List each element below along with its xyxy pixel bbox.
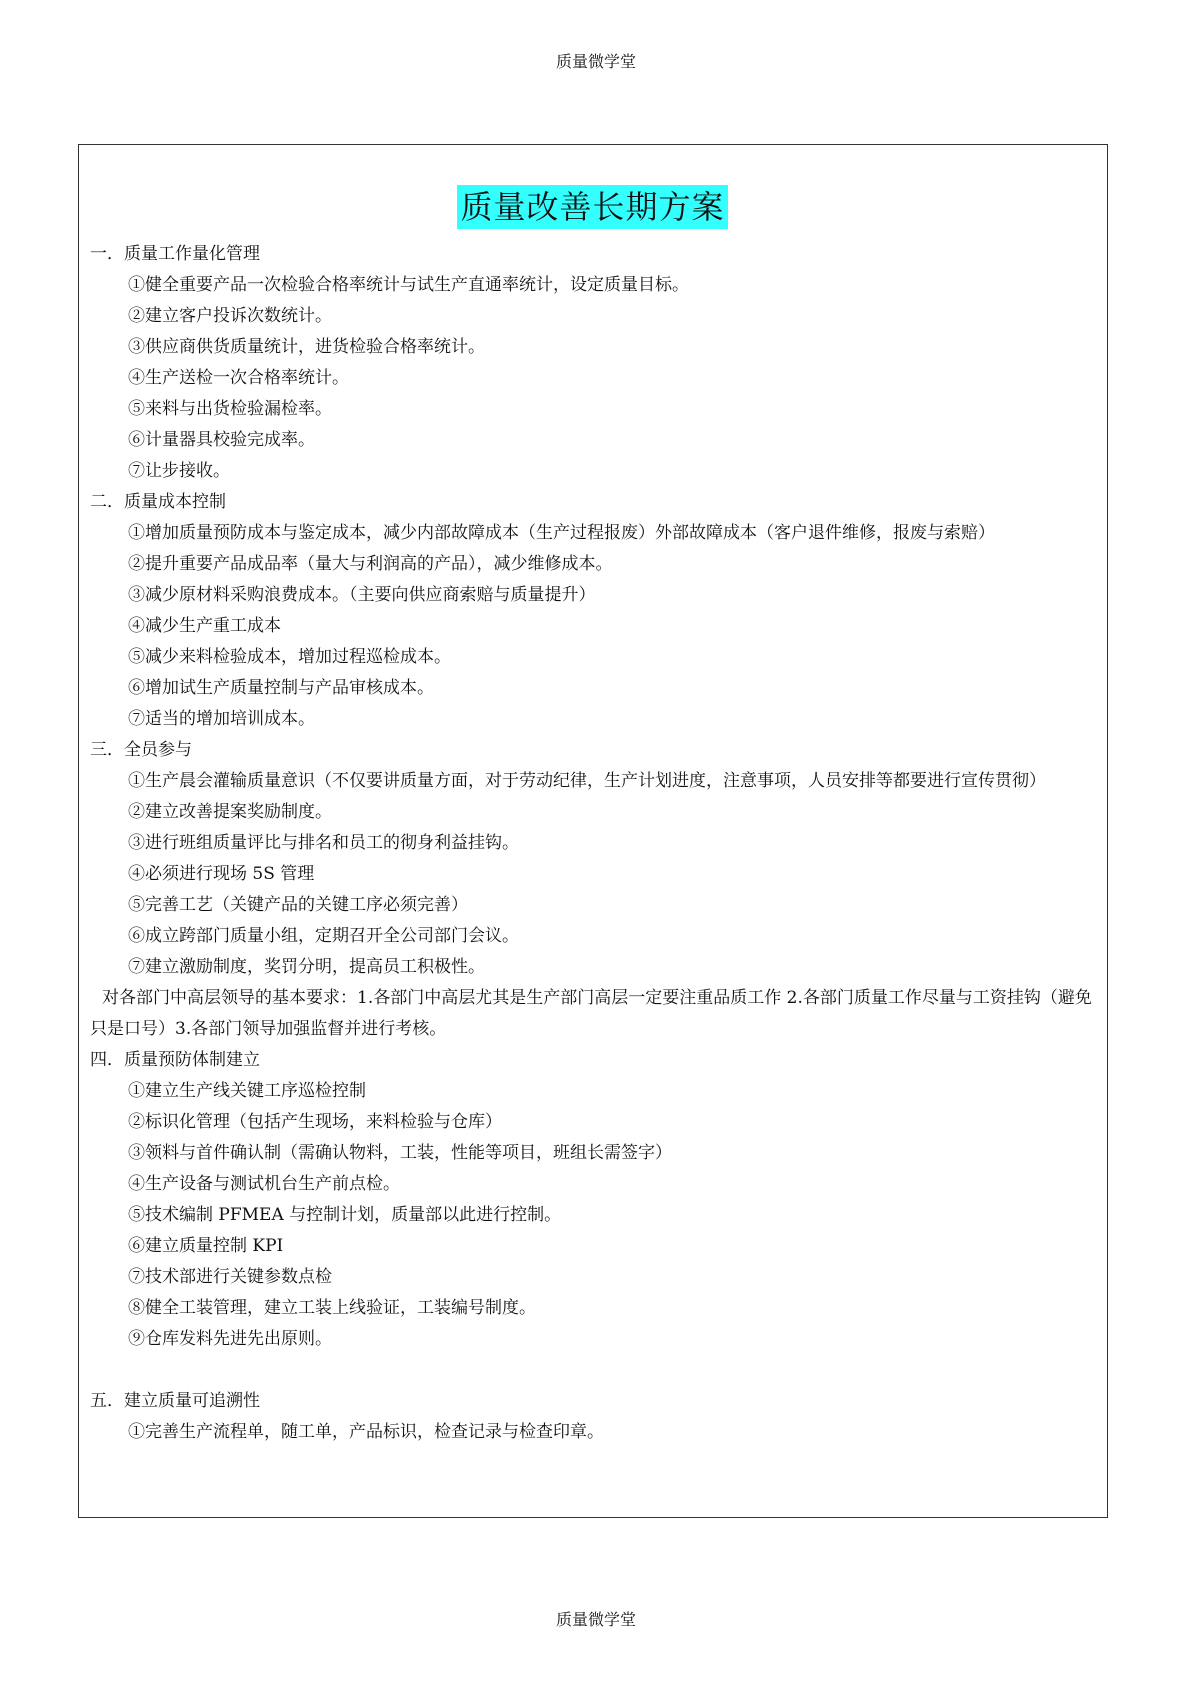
list-item: ②提升重要产品成品率（量大与利润高的产品），减少维修成本。	[128, 554, 613, 574]
section-5	[90, 1386, 1095, 1448]
list-item: ⑦让步接收。	[128, 461, 230, 481]
list-item: ⑨仓库发料先进先出原则。	[128, 1329, 332, 1349]
section-3	[90, 735, 1095, 1045]
list-item: ⑦技术部进行关键参数点检	[128, 1267, 332, 1287]
list-item: ①生产晨会灌输质量意识（不仅要讲质量方面，对于劳动纪律，生产计划进度，注意事项，人员安排等都要进行宣传贯彻）	[128, 771, 1046, 791]
list-item: ④减少生产重工成本	[128, 616, 281, 636]
document-title: 质量改善长期方案	[457, 185, 727, 229]
list-item: ①健全重要产品一次检验合格率统计与试生产直通率统计，设定质量目标。	[128, 275, 689, 295]
leadership-requirements-note: 对各部门中高层领导的基本要求：1.各部门中高层尤其是生产部门高层一定要注重品质工作 2.各部门质量工作尽量与工资挂钩（避免只是口号）3.各部门领导加强监督并进行考核。	[90, 988, 1092, 1039]
section-heading: 一．质量工作量化管理	[90, 244, 260, 264]
section-heading: 五．建立质量可追溯性	[90, 1391, 260, 1411]
page-header: 质量微学堂	[555, 52, 636, 71]
list-item: ③供应商供货质量统计，进货检验合格率统计。	[128, 337, 485, 357]
list-item: ①完善生产流程单，随工单，产品标识，检查记录与检查印章。	[128, 1422, 604, 1442]
section-2	[90, 487, 1095, 735]
section-4	[90, 1045, 1095, 1355]
list-item: ⑤减少来料检验成本，增加过程巡检成本。	[128, 647, 451, 667]
list-item: ⑤完善工艺（关键产品的关键工序必须完善）	[128, 895, 468, 915]
list-item: ⑦适当的增加培训成本。	[128, 709, 315, 729]
list-item: ③领料与首件确认制（需确认物料，工装，性能等项目，班组长需签字）	[128, 1143, 672, 1163]
list-item: ⑤技术编制 PFMEA 与控制计划，质量部以此进行控制。	[128, 1205, 562, 1225]
list-item: ⑥计量器具校验完成率。	[128, 430, 315, 450]
section-heading: 二．质量成本控制	[90, 492, 226, 512]
list-item: ⑧健全工装管理，建立工装上线验证，工装编号制度。	[128, 1298, 536, 1318]
section-1	[90, 239, 1095, 487]
list-item: ①建立生产线关键工序巡检控制	[128, 1081, 366, 1101]
list-item: ⑥增加试生产质量控制与产品审核成本。	[128, 678, 434, 698]
list-item: ⑥成立跨部门质量小组，定期召开全公司部门会议。	[128, 926, 519, 946]
list-item: ③减少原材料采购浪费成本。（主要向供应商索赔与质量提升）	[128, 585, 596, 605]
blank-line	[90, 1355, 1095, 1386]
page-footer: 质量微学堂	[555, 1610, 636, 1629]
list-item: ④生产送检一次合格率统计。	[128, 368, 349, 388]
list-item: ⑤来料与出货检验漏检率。	[128, 399, 332, 419]
title-wrap	[90, 185, 1095, 233]
section-heading: 四．质量预防体制建立	[90, 1050, 260, 1070]
list-item: ②建立改善提案奖励制度。	[128, 802, 332, 822]
list-item: ⑦建立激励制度，奖罚分明，提高员工积极性。	[128, 957, 485, 977]
list-item: ②建立客户投诉次数统计。	[128, 306, 332, 326]
list-item: ④必须进行现场 5S 管理	[128, 864, 315, 884]
section-heading: 三．全员参与	[90, 740, 192, 760]
list-item: ③进行班组质量评比与排名和员工的彻身利益挂钩。	[128, 833, 519, 853]
list-item: ④生产设备与测试机台生产前点检。	[128, 1174, 400, 1194]
list-item: ②标识化管理（包括产生现场，来料检验与仓库）	[128, 1112, 502, 1132]
list-item: ①增加质量预防成本与鉴定成本，减少内部故障成本（生产过程报废）外部故障成本（客户退件维修，报废与索赔）	[128, 523, 995, 543]
list-item: ⑥建立质量控制 KPI	[128, 1236, 284, 1256]
document-body	[78, 144, 1108, 1518]
